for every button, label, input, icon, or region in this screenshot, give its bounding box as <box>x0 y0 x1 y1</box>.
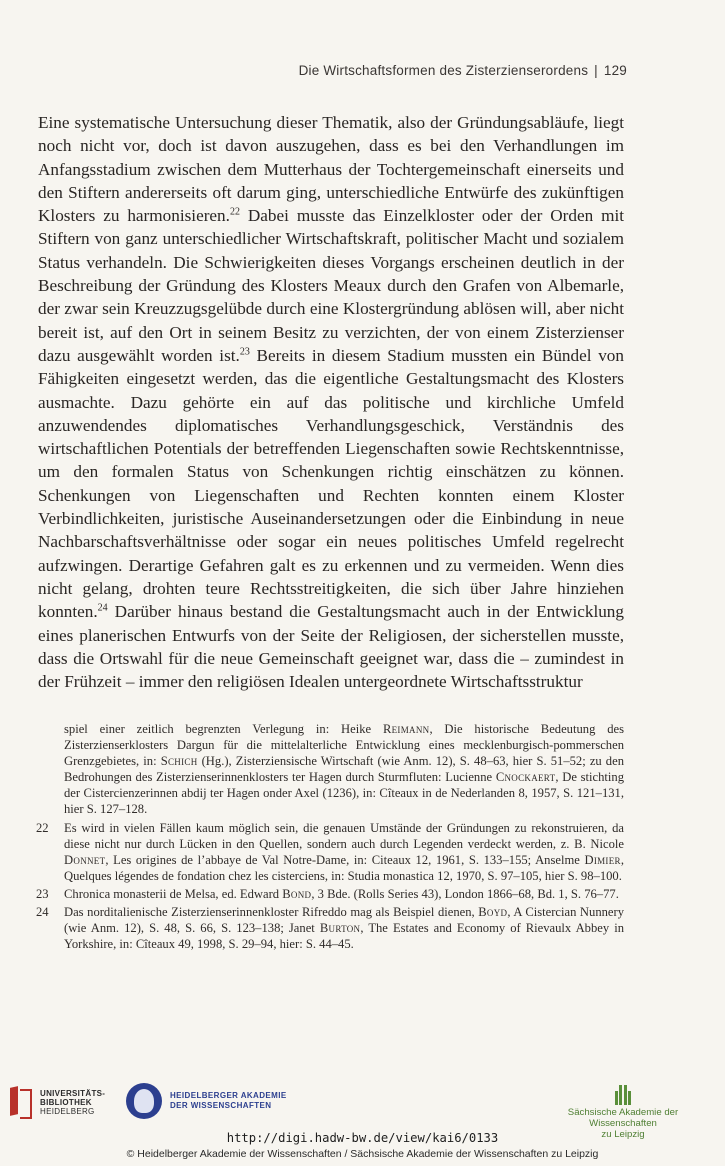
footnote-22: 22 Es wird in vielen Fällen kaum möglich sein, die genauen Umstände der Gründungen zu rekonstruieren, da diese nicht nur durch Lücken in den Quellen, sondern auch durch Legenden verdeckt werden, z. B. Nicole Donnet, Les origines de l’abbaye de Val Notre-Dame, in: Citeaux 12, 1961, S. 133–155; Anselme Dimier, Quelques légendes de fondation chez les cisterciens, in: Studia monastica 12, 1970, S. 97–105, hier S. 98–100. <box>36 820 624 883</box>
header-separator: | <box>594 63 598 78</box>
running-title: Die Wirtschaftsformen des Zisterzienserordens <box>298 63 589 78</box>
ub-logo-mark-icon <box>8 1085 34 1119</box>
footnote-number: 23 <box>36 886 49 901</box>
page-number: 129 <box>603 63 627 78</box>
footnote-ref-24: 24 <box>97 602 108 614</box>
footnote-continuation: spiel einer zeitlich begrenzten Verlegung in: Heike Reimann, Die historische Bedeutung des Zisterzienserklosters Dargun für die mittelalterliche Entwicklung eines mecklenburgisch-pommerschen Grenzgebietes, in: Schich (Hg.), Zisterziensische Wirtschaft (wie Anm. 12), S. 48–63, hier S. 51–52; zu den Bedrohungen des Zisterzienserinnenklosters ter Hagen durch Sturmfluten: Lucienne Cnockaert, De stichting der Cistercienzerinnen abdij ter Hagen onder Axel (1236), in: Cîteaux in de Nederlanden 8, 1957, S. 121–131, hier S. 127–128. <box>64 722 624 817</box>
building-icon <box>614 1083 632 1105</box>
body-text-part: Eine systematische Untersuchung dieser Thematik, also der Gründungsabläufe, liegt noch nicht vor, doch ist davon auszugehen, dass es bei den Verhandlungen im Anfangsstadium zwischen dem Mutterhaus der Tochtergemeinschaft einerseits und den Stiftern andererseits oft darum ging, unterschiedliche Entwürfe des zukünftigen Klosters zu harmonisieren. <box>38 113 624 226</box>
author-name: Dimier <box>584 852 621 867</box>
footnote-ref-23: 23 <box>239 346 250 358</box>
footnote-24: 24 Das norditalienische Zisterzienserinnenkloster Rifreddo mag als Beispiel dienen, Boyd, A Cistercian Nunnery (wie Anm. 12), S. 48, S. 66, S. 123–138; Janet Burton, The Estates and Economy of Rievaulx Abbey in Yorkshire, in: Cîteaux 49, 1998, S. 29–94, hier: S. 44–45. <box>36 905 625 952</box>
copyright-line: © Heidelberger Akademie der Wissenschaften / Sächsische Akademie der Wissenschaften zu Leipzig <box>126 1148 599 1160</box>
body-text-part: Darüber hinaus bestand die Gestaltungsmacht auch in der Entwicklung eines planerischen Entwurfs von der Seite der Religiosen, der sicherstellen musste, dass die Ortswahl für die neue Gemeinschaft geeignet war, dass die – zumindest in der Frühzeit – immer den religiösen Idealen untergeordnete Wirtschaftsstruktur <box>38 602 624 692</box>
author-name: Boyd <box>478 905 508 920</box>
saw-leipzig-logo[interactable]: Sächsische Akademie der Wissenschaften zu Leipzig <box>533 1083 713 1140</box>
author-name: Reimann <box>382 722 430 736</box>
source-url-link[interactable]: http://digi.hadw-bw.de/view/kai6/0133 <box>226 1131 499 1145</box>
footnote-number: 22 <box>36 820 49 835</box>
footnotes <box>36 721 624 954</box>
hadw-logo[interactable]: HEIDELBERGER AKADEMIE DER WISSENSCHAFTEN <box>126 1083 287 1119</box>
footnote-23: 23 Chronica monasterii de Melsa, ed. Edward Bond, 3 Bde. (Rolls Series 43), London 1866–68, Bd. 1, S. 76–77. <box>36 886 619 901</box>
body-text-part: Dabei musste das Einzelkloster oder der Orden mit Stiftern von ganz unterschiedlicher Wirtschaftskraft, politischer Macht und sozialem Status verhandeln. Die Schwierigkeiten dieses Vorgangs erscheinen deutlich in der Beschreibung der Gründung des Klosters Meaux durch den Grafen von Albemarle, der zwar sein Kreuzzugsgelübde durch eine Klostergründung ablösen will, aber nicht bereit ist, auf den Ort in seinem Besitz zu verzichten, der von einem Zisterzienser dazu ausgewählt worden ist. <box>38 206 624 365</box>
author-name: Donnet <box>64 852 106 867</box>
ub-heidelberg-logo[interactable]: UNIVERSITÄTS- BIBLIOTHEK HEIDELBERG <box>8 1085 105 1119</box>
author-name: Cnockaert <box>495 770 556 785</box>
running-head <box>299 63 627 78</box>
footnote-ref-22: 22 <box>229 206 240 218</box>
hadw-seal-icon <box>126 1083 162 1119</box>
footnote-number: 24 <box>36 905 49 920</box>
body-text-part: Bereits in diesem Stadium mussten ein Bündel von Fähigkeiten eingesetzt werden, das die eigentliche Gestaltungsmacht des Klosters ausmachte. Dazu gehörte ein auf das politische und kirchliche Umfeld anzuwendendes diplomatisches Verhandlungsgeschick, Verständnis des wirtschaftlichen Potentials der betreffenden Liegenschaften sowie Rechtskenntnisse, um den formalen Status von Schenkungen richtig einschätzen zu können. Schenkungen von Liegenschaften und Rechten konnten einem Kloster Verbindlichkeiten, juristische Auseinandersetzungen oder die Einbindung in neue Nachbarschaftsverhältnisse oder sogar ein neues politisches Umfeld regelrecht aufzwingen. Derartige Gefahren galt es zu erkennen und zu vermeiden. Wenn dies nicht gelang, drohten teure Rechtsstreitigkeiten, die sich über Jahre hinziehen konnten. <box>38 345 624 622</box>
author-name: Bond <box>282 886 312 901</box>
main-paragraph <box>38 111 624 693</box>
author-name: Schich <box>160 754 198 769</box>
author-name: Burton <box>319 921 361 936</box>
